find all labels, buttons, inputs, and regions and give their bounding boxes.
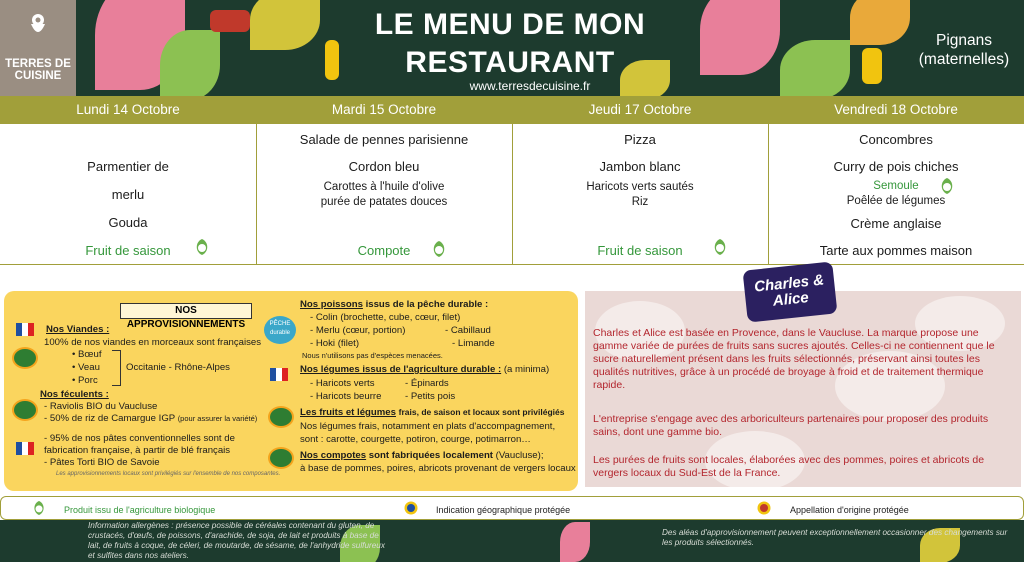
charles-alice-logo: Charles & Alice <box>743 261 838 322</box>
title-line-1: LE MENU DE MON <box>374 8 646 41</box>
meat-line: 100% de nos viandes en morceaux sont françaises <box>44 337 262 348</box>
starch-5: - Pâtes Torti BIO de Savoie <box>44 457 160 468</box>
igp-label-icon <box>404 501 418 515</box>
starch-2: - 50% de riz de Camargue IGP (pour assurer la variété) <box>44 413 258 424</box>
day-tuesday: Mardi 15 Octobre <box>331 102 437 117</box>
veg-heading: Nos légumes issus de l'agriculture durable : (a minima) <box>300 364 550 375</box>
day-thursday: Jeudi 17 Octobre <box>588 102 692 117</box>
dish-vendredi-4: Poêlée de légumes <box>846 195 946 207</box>
dish-mardi-4: purée de patates douces <box>320 196 448 208</box>
french-flag-icon <box>16 323 34 336</box>
french-flag-icon <box>270 368 288 381</box>
terres-de-cuisine-logo <box>0 0 76 96</box>
pink-leaf-decoration <box>700 0 780 75</box>
bio-leaf-icon <box>194 238 210 256</box>
fruits-2: sont : carotte, courgette, potiron, courge, potimarron… <box>300 434 531 445</box>
dish-jeudi-1: Pizza <box>624 132 656 147</box>
charles-paragraph-3: Les purées de fruits sont locales, élaborées avec des pommes, poires et abricots de vergers locaux du Sud-Est de la France. <box>593 454 985 479</box>
fish-2b: - Cabillaud <box>445 325 491 336</box>
dish-lundi-4: Fruit de saison <box>85 243 171 258</box>
charles-alice-panel <box>585 291 1021 487</box>
charles-paragraph-2: L'entreprise s'engage avec des arboriculteurs partenaires pour proposer des produits sains, dont une gamme bio. <box>593 413 989 438</box>
charles-paragraph-1: Charles et Alice est basée en Provence, dans le Vaucluse. La marque propose une gamme variée de purées de fruits sans sucres ajoutés. Celles-ci ne contiennent que le sucre naturellement présent dans les fruits sélectionnés, préservant ainsi toutes les qualités nutritives, grâce à un procédé de broyage à froid et de traitement thermique rapide. <box>593 327 995 391</box>
dish-vendredi-5: Crème anglaise <box>850 216 942 231</box>
fish-heading: Nos poissons issus de la pêche durable : <box>300 299 489 310</box>
sustainable-fishing-badge: PÊCHE durable <box>264 316 296 344</box>
dish-jeudi-5: Fruit de saison <box>597 243 683 258</box>
legend-aop: Appellation d'origine protégée <box>790 505 909 515</box>
legend-bio: Produit issu de l'agriculture biologique <box>64 505 216 515</box>
yellow-leaf-decoration <box>250 0 320 50</box>
supply-disclaimer: Des aléas d'approvisionnement peuvent exceptionnellement occasionner des changements sur les produits sélectionnés. <box>662 528 1008 547</box>
local-badge-icon <box>268 406 294 428</box>
meat-heading: Nos Viandes : <box>46 324 110 335</box>
bio-leaf-icon <box>32 500 46 516</box>
french-flag-icon <box>16 442 34 455</box>
brand-name: TERRES DE CUISINE <box>5 58 71 82</box>
title-line-2: RESTAURANT <box>405 46 615 79</box>
dish-mardi-1: Salade de pennes parisienne <box>299 132 469 147</box>
chef-hat-icon <box>27 12 49 40</box>
local-badge-icon <box>12 399 38 421</box>
dish-lundi-1: Parmentier de <box>87 159 169 174</box>
starch-4: fabrication française, à partir de blé français <box>44 445 231 456</box>
starch-note: Les approvisionnements locaux sont privilégiés sur l'ensemble de nos composantes. <box>56 471 281 477</box>
bio-leaf-icon <box>712 238 728 256</box>
dish-jeudi-3: Haricots verts sautés <box>586 181 694 193</box>
tractor-illustration <box>210 10 250 32</box>
fish-1: - Colin (brochette, cube, cœur, filet) <box>310 312 461 323</box>
website-url[interactable]: www.terresdecuisine.fr <box>469 79 591 93</box>
veg-1b: - Épinards <box>405 378 449 389</box>
aop-label-icon <box>757 501 771 515</box>
dish-vendredi-1: Concombres <box>859 132 933 147</box>
dish-jeudi-2: Jambon blanc <box>599 159 681 174</box>
allergen-info: Information allergènes : présence possible de céréales contenant du gluten, de crustacés, d'œufs, de poissons, d'arachide, de soja, de lait et produits à base de lait, de fruits à coque, de céleri, de moutarde, de sésame, de l'anhydride sulfureux et sulfites dans nos ateliers. <box>88 521 385 560</box>
bracket <box>112 350 121 386</box>
fish-3: - Hoki (filet) <box>310 338 360 349</box>
fruits-1: Nos légumes frais, notamment en plats d'accompagnement, <box>300 421 556 432</box>
bio-leaf-icon <box>939 177 955 195</box>
compote-heading: Nos compotes sont fabriquées localement (Vaucluse); <box>300 450 544 461</box>
orange-leaf-decoration <box>850 0 910 45</box>
fish-2: - Merlu (cœur, portion) <box>310 325 406 336</box>
school-name: Pignans (maternelles) <box>918 32 1010 68</box>
farmer-illustration <box>862 48 882 84</box>
day-monday: Lundi 14 Octobre <box>76 102 180 117</box>
green-leaf-decoration <box>780 40 850 96</box>
compote-1: à base de pommes, poires, abricots provenant de vergers locaux <box>300 463 576 474</box>
meat-veal: • Veau <box>72 362 100 373</box>
dish-mardi-2: Cordon bleu <box>348 159 420 174</box>
dish-jeudi-4: Riz <box>631 196 649 208</box>
local-badge-icon <box>268 447 294 469</box>
green-leaf-decoration <box>160 30 220 96</box>
meat-pork: • Porc <box>72 375 98 386</box>
meat-region: Occitanie - Rhône-Alpes <box>126 362 230 373</box>
page-title <box>330 6 690 82</box>
legend-igp: Indication géographique protégée <box>436 505 571 515</box>
bio-leaf-icon <box>431 240 447 258</box>
starch-1: - Raviolis BIO du Vaucluse <box>44 401 158 412</box>
local-badge-icon <box>12 347 38 369</box>
dish-vendredi-6: Tarte aux pommes maison <box>819 243 973 258</box>
dish-mardi-5: Compote <box>357 243 411 258</box>
dish-mardi-3: Carottes à l'huile d'olive <box>323 181 445 193</box>
fish-3b: - Limande <box>452 338 495 349</box>
veg-2b: - Petits pois <box>405 391 456 402</box>
starch-heading: Nos féculents : <box>40 389 109 400</box>
day-header-band <box>0 96 1024 123</box>
fish-note: Nous n'utilisons pas d'espèces menacées. <box>302 351 443 360</box>
starch-3: - 95% de nos pâtes conventionnelles sont de <box>44 433 235 444</box>
pink-leaf-decoration <box>560 522 590 562</box>
dish-lundi-2: merlu <box>111 187 145 202</box>
supply-title: NOS APPROVISIONNEMENTS <box>120 303 252 319</box>
veg-1: - Haricots verts <box>310 378 375 389</box>
dish-vendredi-3: Semoule <box>873 180 919 192</box>
meat-beef: • Bœuf <box>72 349 102 360</box>
day-friday: Vendredi 18 Octobre <box>834 102 958 117</box>
dish-vendredi-2: Curry de pois chiches <box>833 159 959 174</box>
veg-2: - Haricots beurre <box>310 391 382 402</box>
dish-lundi-3: Gouda <box>108 215 148 230</box>
fruits-heading: Les fruits et légumes frais, de saison et locaux sont privilégiés <box>300 407 565 418</box>
